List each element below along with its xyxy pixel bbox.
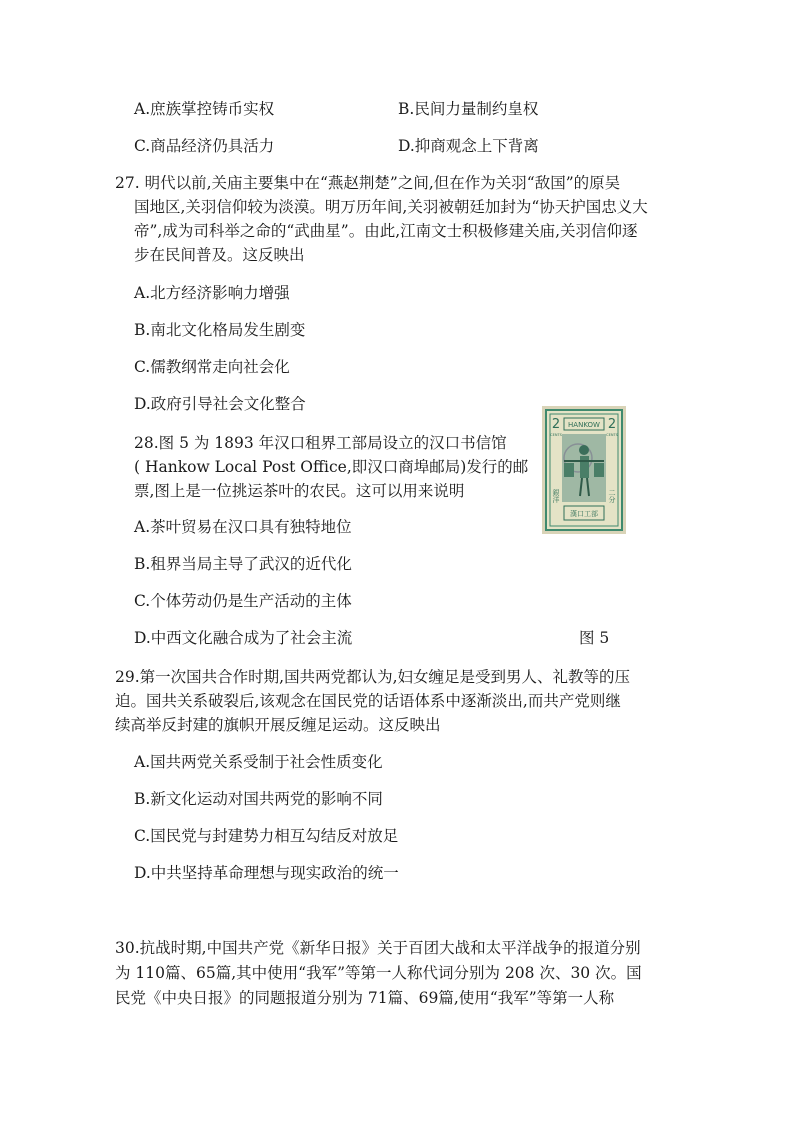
q28-option-c: C.个体劳动仍是生产活动的主体 xyxy=(134,592,352,610)
q27-option-d: D.政府引导社会文化整合 xyxy=(134,395,306,413)
q26-option-d: D.抑商观念上下背离 xyxy=(398,137,539,155)
svg-text:2: 2 xyxy=(607,417,617,432)
q29-option-b: B.新文化运动对国共两党的影响不同 xyxy=(134,790,383,808)
q26-option-a: A.庶族掌控铸币实权 xyxy=(134,100,275,118)
q29-stem-line-3: 续高举反封建的旗帜开展反缠足运动。这反映出 xyxy=(115,716,441,734)
q26-option-c: C.商品经济仍具活力 xyxy=(134,137,275,155)
q29-stem-line-1: 29.第一次国共合作时期,国共两党都认为,妇女缠足是受到男人、礼教等的压 xyxy=(115,668,631,686)
q29-option-a: A.国共两党关系受制于社会性质变化 xyxy=(134,753,383,771)
stamp-right-label: 二分 xyxy=(608,489,616,503)
stamp-bottom-label: 漢口工部 xyxy=(570,510,598,518)
q28-stem-line-1: 28.图 5 为 1893 年汉口租界工部局设立的汉口书信馆 xyxy=(134,434,507,452)
q26-option-b: B.民间力量制约皇权 xyxy=(398,100,539,118)
q28-option-b: B.租界当局主导了武汉的近代化 xyxy=(134,555,352,573)
q30-stem-line-3: 民党《中央日报》的同题报道分别为 71篇、69篇,使用“我军”等第一人称 xyxy=(115,989,615,1007)
svg-text:CENTS: CENTS xyxy=(606,433,618,437)
stamp-top-label: HANKOW xyxy=(568,421,600,429)
q29-stem-line-2: 迫。国共关系破裂后,该观念在国民党的话语体系中逐渐淡出,而共产党则继 xyxy=(115,692,621,710)
q27-option-b: B.南北文化格局发生剧变 xyxy=(134,321,306,339)
q27-stem-line-4: 步在民间普及。这反映出 xyxy=(134,246,305,264)
q30-stem-line-1: 30.抗战时期,中国共产党《新华日报》关于百团大战和太平洋战争的报道分别 xyxy=(115,939,641,957)
hankow-stamp-image xyxy=(542,406,626,534)
q27-stem-line-1: 27. 明代以前,关庙主要集中在“燕赵荆楚”之间,但在作为关羽“敌国”的原吴 xyxy=(115,174,621,192)
q27-option-a: A.北方经济影响力增强 xyxy=(134,284,290,302)
q28-stem-line-3: 票,图上是一位挑运茶叶的农民。这可以用来说明 xyxy=(134,482,465,500)
q27-option-c: C.儒教纲常走向社会化 xyxy=(134,358,290,376)
q30-stem-line-2: 为 110篇、65篇,其中使用“我军”等第一人称代词分别为 208 次、30 次。国 xyxy=(115,964,642,982)
q28-option-d: D.中西文化融合成为了社会主流 xyxy=(134,629,353,647)
svg-text:2: 2 xyxy=(551,417,561,432)
q29-option-d: D.中共坚持革命理想与现实政治的统一 xyxy=(134,864,399,882)
q29-option-c: C.国民党与封建势力相互勾结反对放足 xyxy=(134,827,399,845)
figure-caption: 图 5 xyxy=(579,629,610,647)
svg-text:CENTS: CENTS xyxy=(550,433,562,437)
stamp-left-label: 銀洋 xyxy=(552,489,560,503)
q27-stem-line-2: 国地区,关羽信仰较为淡漠。明万历年间,关羽被朝廷加封为“协天护国忠义大 xyxy=(134,198,648,216)
q27-stem-line-3: 帝”,成为司科举之命的“武曲星”。由此,江南文士积极修建关庙,关羽信仰逐 xyxy=(134,222,638,240)
q28-option-a: A.茶叶贸易在汉口具有独特地位 xyxy=(134,518,352,536)
q28-stem-line-2: ( Hankow Local Post Office,即汉口商埠邮局)发行的邮 xyxy=(134,458,529,476)
